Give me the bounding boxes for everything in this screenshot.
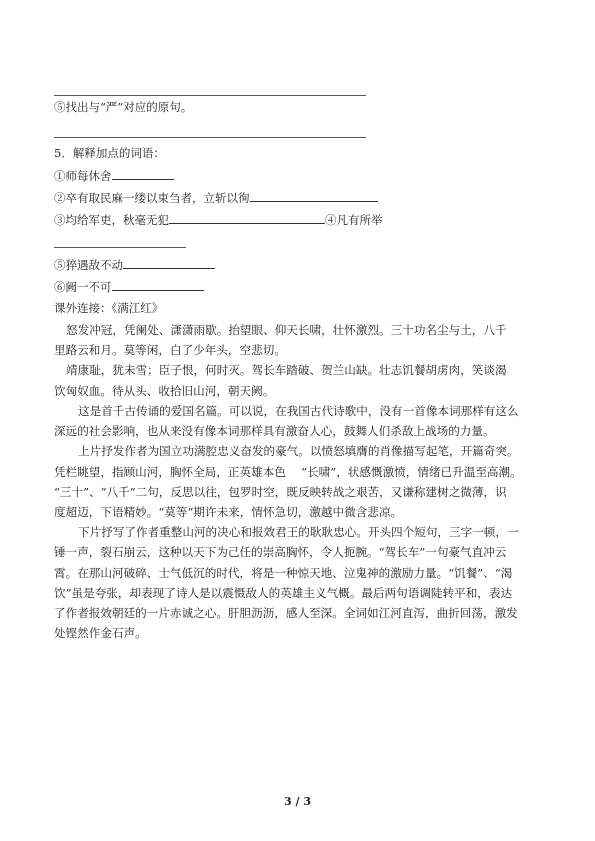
poem-line: 靖康耻，犹未雪；臣子恨，何时灭。驾长车踏破、贺兰山缺。壮志饥餐胡虏肉，笑谈渴 xyxy=(66,363,507,378)
answer-blank[interactable] xyxy=(123,257,215,269)
answer-blank[interactable] xyxy=(169,212,325,224)
analysis-line: 了作者报效朝廷的一片赤诚之心。肝胆沥沥，感人至深。全词如江河直泻，曲折回荡，激发 xyxy=(54,606,518,621)
q5-item-5-text: ⑤猝遇敌不动 xyxy=(54,258,123,272)
extension-heading: 课外连接：《满江红》 xyxy=(54,301,164,315)
answer-line[interactable] xyxy=(54,247,186,248)
poem-line: 饮匈奴血。待从头、收拾旧山河，朝天阙。 xyxy=(54,383,275,398)
analysis-line: 锤一声，裂石崩云，这种以天下为己任的崇高胸怀，令人扼腕。“驾长车”一句豪气直冲云 xyxy=(54,545,507,560)
q5-item-2-text: ②卒有取民麻一缕以束刍者，立斩以徇 xyxy=(54,191,250,205)
analysis-line: 这是首千古传诵的爱国名篇。可以说，在我国古代诗歌中，没有一首像本词那样有这么 xyxy=(78,404,519,418)
answer-line xyxy=(54,137,366,138)
q5-item-1 xyxy=(54,168,174,183)
analysis-line: 下片抒写了作者重整山河的决心和报效君王的耿耿忠心。开头四个短句，三字一顿，一 xyxy=(78,525,519,540)
question-5-title: 5．解释加点的词语： xyxy=(54,146,165,160)
analysis-line: 处铿然作金石声。 xyxy=(54,626,147,641)
analysis-line: 凭栏眺望，指顾山河，胸怀全局，正英雄本色 “长啸”，状感慨激愤，情绪已升温至高潮。 xyxy=(54,464,522,479)
q5-item-6-text: ⑥阙一不可 xyxy=(54,280,112,294)
q5-item-3-4 xyxy=(54,212,383,227)
answer-blank[interactable] xyxy=(250,190,378,202)
question-find-original: ⑤找出与“严”对应的原句。 xyxy=(54,100,193,114)
q5-item-1-text: ①师每休舍 xyxy=(54,169,112,183)
analysis-line: 饮”虽是夸张，却表现了诗人是以震慑敌人的英雄主义气概。最后两句语调陡转平和，表达 xyxy=(54,585,513,600)
answer-blank[interactable] xyxy=(112,168,174,180)
analysis-line: 深远的社会影响，也从来没有像本词那样具有激奋人心，鼓舞人们杀敌上战场的力量。 xyxy=(54,424,495,439)
q5-item-5 xyxy=(54,257,215,272)
poem-line: 里路云和月。莫等闲，白了少年头，空悲切。 xyxy=(54,343,286,358)
analysis-text xyxy=(54,401,540,643)
q5-item-3-text: ③均给军吏，秋毫无犯 xyxy=(54,213,169,227)
q5-item-4-text: ④凡有所举 xyxy=(325,213,383,227)
answer-line xyxy=(54,95,366,96)
poem-line: 怒发冲冠，凭阑处、潇潇雨歇。抬望眼、仰天长啸，壮怀激烈。三十功名尘与土，八千 xyxy=(66,323,507,337)
q5-item-2 xyxy=(54,190,378,205)
analysis-line: “三十”、“八千”二句，反思以往，包罗时空，既反映转战之艰苦，又谦称建树之微薄，识 xyxy=(54,484,507,499)
analysis-line: 霄。在那山河破碎、士气低沉的时代，将是一种惊天地、泣鬼神的激励力量。“饥餐”、“渴 xyxy=(54,565,513,580)
q5-item-6 xyxy=(54,279,204,294)
page-number: 3 / 3 xyxy=(284,795,311,808)
analysis-line: 度超迈，下语精妙。“莫等”期许未来，情怀急切，激越中微含悲凉。 xyxy=(54,505,403,520)
poem-text xyxy=(54,320,540,401)
analysis-line: 上片抒发作者为国立功满腔忠义奋发的豪气。以愤怒填膺的肖像描写起笔，开篇奇突。 xyxy=(78,444,519,459)
answer-blank[interactable] xyxy=(112,279,204,291)
